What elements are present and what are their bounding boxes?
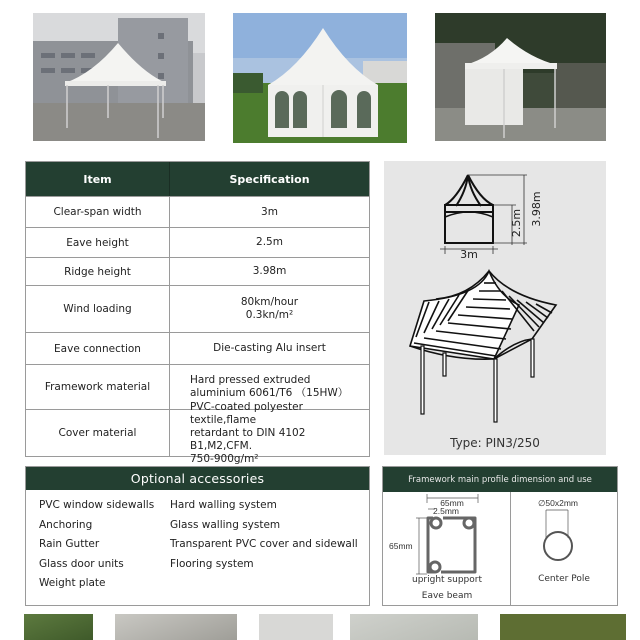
profile-use-line1: upright support <box>412 575 482 585</box>
table-row <box>26 400 369 465</box>
row-spec: Die-casting Alu insert <box>213 342 326 354</box>
table-row <box>26 196 369 227</box>
accessory-item: Weight plate <box>39 577 106 589</box>
photo-tent-grass <box>233 13 407 143</box>
row-spec <box>170 400 369 465</box>
eave-dimension-label: 2.5m <box>510 208 523 238</box>
spec-line: PVC-coated polyester textile,flame <box>190 400 303 426</box>
photo-tent-yard <box>435 13 606 141</box>
thumbnail-white-tent-eave <box>350 614 478 640</box>
specification-table <box>25 161 370 465</box>
spec-line: Hard pressed extruded <box>190 374 311 386</box>
tent-diagram-panel <box>384 161 606 455</box>
header-specification: Specification <box>229 172 310 186</box>
upright-profile-cell <box>383 492 511 605</box>
row-item: Ridge height <box>26 258 170 285</box>
profile-thickness-label: 2.5mm <box>433 506 459 516</box>
thumbnail-green-tent-interior <box>24 614 93 640</box>
accessory-item: Transparent PVC cover and sidewall <box>170 538 358 550</box>
accessory-item: Anchoring <box>39 518 93 531</box>
spec-line: 0.3kn/m² <box>245 309 294 321</box>
accessory-item: Glass walling system <box>170 518 281 531</box>
center-pole-icon <box>511 492 617 605</box>
row-spec: 3m <box>261 205 278 218</box>
center-pole-label: Center Pole <box>538 574 590 584</box>
center-pole-cell <box>511 492 617 605</box>
row-item: Cover material <box>26 410 170 456</box>
row-item: Eave connection <box>26 333 170 364</box>
row-spec <box>170 286 369 332</box>
accessory-item: Glass door units <box>39 557 124 570</box>
row-item: Framework material <box>26 365 170 409</box>
profile-width-label: 65mm <box>440 498 464 508</box>
tent-type-label: Type: PIN3/250 <box>450 436 540 450</box>
table-header <box>26 162 369 196</box>
optional-accessories-box <box>25 466 370 606</box>
profile-use-line2: Eave beam <box>421 591 473 601</box>
accessory-item: Flooring system <box>170 557 254 570</box>
pole-dimension-label: ∅50x2mm <box>538 498 578 508</box>
photo-tent-building <box>33 13 205 141</box>
tent-elevation-drawing <box>384 161 606 455</box>
framework-title: Framework main profile dimension and use <box>383 467 617 492</box>
spec-line: aluminium 6061/T6 （15HW） <box>190 387 349 399</box>
thumbnail-green-tent-ceiling <box>500 614 626 640</box>
row-item: Eave height <box>26 228 170 257</box>
accessory-item: Hard walling system <box>170 499 277 511</box>
accessory-item: PVC window sidewalls <box>39 499 155 511</box>
profile-height-label: 65mm <box>389 541 413 551</box>
accessories-column-1 <box>39 496 170 594</box>
framework-profile-box <box>382 466 618 606</box>
row-spec: 2.5m <box>256 236 283 248</box>
spec-line: retardant to DIN 4102 B1,M2,CFM. <box>190 426 306 452</box>
header-item: Item <box>26 162 170 196</box>
table-row <box>26 332 369 364</box>
width-dimension-label: 3m <box>460 248 478 261</box>
row-item: Wind loading <box>26 286 170 332</box>
accessories-column-2 <box>170 496 358 594</box>
spec-line: 750-900g/m² <box>190 452 259 465</box>
table-row <box>26 285 369 332</box>
row-spec: 3.98m <box>252 265 287 277</box>
spec-line: 80km/hour <box>240 296 299 308</box>
thumbnail-white-tent-ceiling <box>259 614 333 640</box>
accessories-title: Optional accessories <box>26 467 369 490</box>
table-row <box>26 227 369 257</box>
table-row <box>26 257 369 285</box>
row-item: Clear-span width <box>26 197 170 227</box>
aluminium-profile-icon <box>383 492 511 605</box>
accessory-item: Rain Gutter <box>39 538 100 550</box>
thumbnail-white-tent-interior-corner <box>115 614 237 640</box>
ridge-dimension-label: 3.98m <box>530 191 543 227</box>
